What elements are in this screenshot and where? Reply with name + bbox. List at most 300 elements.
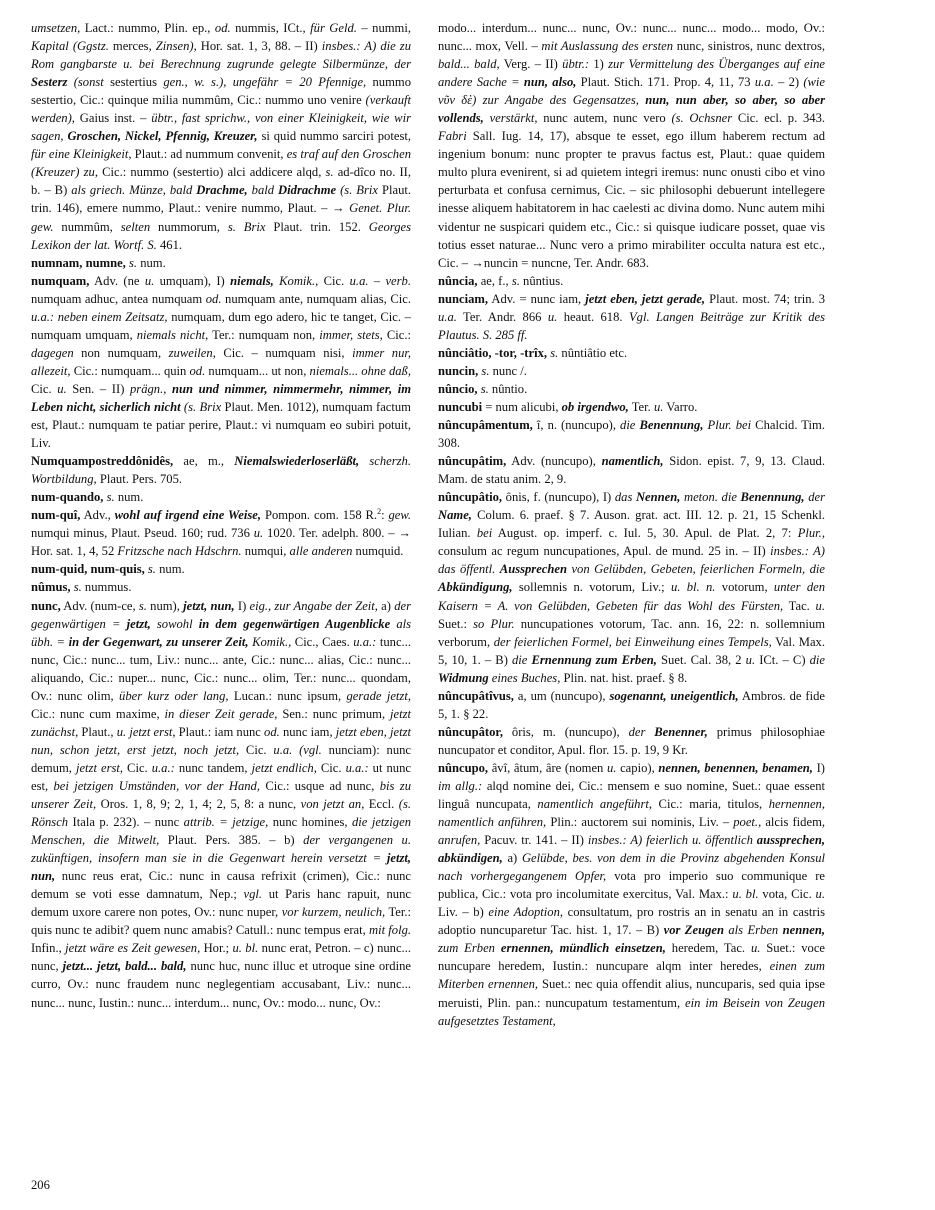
entry-text-run: in dem gegenwärtigen Augenblicke (198, 616, 391, 631)
entry-text-run: a, um (nuncupo), (513, 688, 610, 703)
entry-text-run: u. (253, 526, 264, 541)
entry-text-run: Plur., (797, 526, 825, 541)
entry-text-run: u. bl. n. (671, 580, 716, 595)
entry-text-run: zuweilen, (168, 345, 216, 360)
entry-text-run: nummis, ICt., (230, 21, 311, 35)
entry-text-run: u. (750, 941, 761, 956)
entry-text-run: Hor.; (200, 941, 233, 956)
entry-text-run: u. (57, 381, 67, 396)
dictionary-entry (438, 380, 825, 398)
entry-text-run: insbes.: A) das öffentl. (438, 544, 825, 577)
entry-text-run: (s. Ochsner (671, 111, 733, 126)
entry-text-run: – nummi, (356, 21, 411, 35)
entry-text-run: u.a. (vgl. (273, 742, 322, 757)
entry-text-run: (s. Brix (180, 399, 222, 414)
entry-text-run: mit folg. (368, 923, 412, 938)
entry-text-run: der feierlichen Formel, bei Einweihung eines Tempels, (493, 634, 772, 649)
entry-text-run: scherzh. Wortbildung, (31, 454, 411, 487)
entry-text-run: aussprechen, abkündigen, (438, 833, 825, 866)
entry-text-run: im allg.: (438, 778, 483, 793)
entry-text-run: sowohl (156, 616, 193, 631)
entry-text-run: u.a.: (353, 634, 377, 649)
entry-text-run: zum Erben (438, 941, 495, 956)
entry-text-run: u. (815, 598, 825, 613)
entry-text-run: u.a.: (345, 760, 369, 775)
entry-text-run: nûncio, (438, 381, 478, 396)
entry-text-run: die (809, 652, 826, 667)
entry-text-run: Cic.: usque ad nunc, (259, 778, 380, 793)
entry-text-run: wohl auf irgend eine Weise, (114, 508, 262, 523)
entry-text-run: ad-dîco no. II, b. – B) (31, 165, 412, 198)
entry-text-run: ob irgendwo, (561, 399, 629, 414)
entry-text-run: gen., w. s.), ungefähr = 20 Pfennige, (163, 75, 367, 90)
entry-text-run: s. (480, 381, 489, 396)
entry-text-run: nûntiâtio etc. (558, 345, 628, 360)
entry-text-run: Adv. (num-ce, (60, 598, 139, 613)
entry-text-run: u. (815, 887, 825, 902)
entry-text-run: ônis, f. (nuncupo), I) (502, 490, 615, 505)
entry-text-run: der gegenwärtigen = (31, 598, 411, 631)
entry-text-run: nûncupâtio, (438, 490, 503, 505)
entry-text-run: Cic.: numquam... quin (70, 363, 190, 378)
entry-text-run: ae, f., (477, 273, 512, 288)
entry-text-run: î, n. (nuncupo), (532, 418, 621, 433)
dictionary-entry (31, 488, 411, 506)
entry-text-run: eig., zur Angabe der Zeit, (249, 598, 378, 613)
entry-text-run: der vergangenen u. zukünftigen, insofern man sie in die Gegenwart herein versetzt = (31, 833, 412, 866)
entry-text-run: Sen. – II) (66, 381, 130, 396)
entry-text-run: Infin., (31, 941, 66, 956)
entry-text-run: nunc, sinistros, nunc dextros, (673, 39, 825, 54)
entry-text-run: a) (377, 598, 395, 613)
entry-text-run: Adv., (80, 508, 115, 523)
entry-text-run: u.a.: neben einem Zeitsatz, (31, 309, 168, 324)
entry-text-run: s. Brix (227, 219, 266, 234)
entry-text-run: nûnciâtio, -tor, -trîx, (438, 345, 548, 360)
entry-text-run: jetzt wäre es Zeit gewesen, (65, 941, 201, 956)
entry-text-run: in dieser Zeit gerade, (164, 706, 278, 721)
entry-text-run: bei (476, 526, 493, 541)
entry-text-run: vota, Cic. (758, 887, 816, 902)
entry-text-run: anrufen, (438, 833, 481, 848)
dictionary-entry (438, 19, 825, 272)
entry-text-run: mit Auslassung des ersten (541, 39, 674, 54)
dictionary-entry (438, 362, 825, 380)
entry-text-run: s. (73, 580, 82, 595)
entry-text-run: votorum, (715, 580, 774, 595)
entry-text-run: Plaut.: iam nunc (175, 724, 265, 739)
entry-text-run: 2 (377, 507, 382, 517)
entry-text-run: ae, m., (173, 454, 235, 469)
entry-text-run: Fritzsche nach Hdschrn. (117, 544, 242, 559)
entry-text-run: nûntius. (519, 273, 564, 288)
entry-text-run: nunc erat, Petron. – c) nunc... nunc, (31, 941, 411, 974)
entry-text-run: capio), (616, 760, 659, 775)
entry-text-run: Plaut. Men. 1012), numquam factum est, Plaut.: numquam te patiar perire, Plaut.: vi numquam eo subiri potuit, Liv. (31, 399, 411, 451)
entry-text-run: u. (144, 273, 155, 288)
entry-text-run: 1020. Ter. adelph. 800. – → Hor. sat. 1, 4, 52 (31, 526, 412, 559)
entry-text-run: umquam), I) (154, 273, 231, 288)
entry-text-run: Lact.: nummo, Plin. ep., (80, 21, 215, 35)
entry-text-run: nuncin, (438, 363, 479, 378)
dictionary-entry (438, 398, 825, 416)
entry-text-run: nuncupationes votorum, Tac. ann. 16, 22: n. sollemnium verborum, (438, 616, 825, 649)
entry-text-run: s. (129, 255, 138, 270)
entry-text-run: s. (147, 562, 156, 577)
entry-text-run: u. (653, 399, 664, 414)
entry-text-run: Plaut. trin. 146), emere nummo, Plaut.: venire nummo, Plaut. – → (31, 183, 412, 216)
entry-text-run: heaut. 618. (557, 309, 629, 324)
entry-text-run: numqui, (241, 544, 290, 559)
entry-text-run: num), (146, 598, 184, 613)
entry-text-run: jetzt endlich, (251, 760, 317, 775)
entry-text-run: bald (247, 183, 279, 198)
entry-text-run: I) (812, 760, 825, 775)
entry-text-run: nûncupâtîvus, (438, 688, 514, 703)
entry-text-run: Cic.: nummo (sestertio) alci addicere alqd, (97, 165, 326, 180)
entry-text-run: numquid. (352, 544, 404, 559)
entry-text-run: sollemnis n. votorum, Liv.; (512, 580, 671, 595)
dictionary-entry (31, 506, 411, 560)
entry-text-run: numnam, numne, (31, 255, 126, 270)
entry-text-run: Val. Max. 5, 10, 1. – B) (438, 634, 825, 667)
entry-text-run: Ernennung zum Erben, (531, 652, 657, 667)
entry-text-run: umsetzen, (31, 21, 81, 35)
entry-text-run: nûmus, (31, 580, 71, 595)
entry-text-run: 1) (589, 57, 609, 72)
entry-text-run: als Erben (728, 923, 779, 938)
entry-text-run: Benenner, (654, 724, 708, 739)
entry-text-run: für eine Kleinigkeit, (31, 147, 132, 162)
entry-text-run: Adv. = nunc iam, (488, 291, 586, 306)
entry-text-run: jetzt eben, jetzt nun, schon jetzt, erst jetzt, noch jetzt, (31, 724, 411, 757)
entry-text-run: num-quid, num-quis, (31, 562, 145, 577)
entry-text-run: vor Zeugen (663, 923, 724, 938)
entry-text-run: Plaut. trin. 152. (265, 219, 369, 234)
entry-text-run: namentlich, (601, 454, 664, 469)
entry-text-run: unter den Kaisern = A. von Gelübden, Gebeten für das Wohl des Fürsten, (438, 580, 826, 613)
entry-text-run: Zinsen), (155, 39, 197, 54)
entry-text-run: ut nunc est, (31, 760, 411, 793)
entry-text-run: Sall. Iug. 14, 17), absque te esset, ego illum haberem rectum ad ingenium bonum: nunc propter te pravus factus est, Plaut.: quae quidem multo plura evenirent, si ad quietem integri iremus: nunc onusti cibo et vino perturbata et confusa cernimus, Cic. – sic philosophi debuerunt intellegere inesse aliquem habitatorem in hac caelesti ac divina domo. Nunc autem mihi videntur ne suspicari quidem etc., Cic.: si quisque iudicare posset, quae vis totius esset naturae... Nunc vero a primo mirabiliter occulta natura est etc., Cic. – →nuncin = nuncne, Ter. Andr. 683. (438, 129, 825, 270)
entry-text-run: immer, stets, (319, 327, 383, 342)
dictionary-entry (31, 452, 411, 488)
entry-text-run: (s. Rönsch (31, 797, 411, 830)
entry-text-run: jetzt, nun, (183, 598, 235, 613)
entry-text-run (645, 725, 654, 739)
entry-text-run: als griech. Münze, bald (71, 183, 197, 198)
entry-text-run: Adv. (ne (89, 273, 145, 288)
entry-text-run: Ter. (628, 399, 654, 414)
entry-text-run: alqd nomine dei, Cic.: mensem e suo nomine, Suet.: quae essent linguâ nuncupata, (438, 778, 825, 812)
entry-text-run: primus philosophiae nuncupator et conditor, Apul. flor. 15. p. 19, 9 Kr. (438, 724, 826, 757)
entry-text-run: Pompon. com. 158 R. (261, 508, 378, 523)
entry-text-run: Plaut.: ad nummum convenit, (131, 147, 287, 162)
entry-text-run: num-quî, (31, 508, 81, 523)
entry-text-run: Liv. – b) (438, 905, 489, 920)
entry-text-run: nun, nun aber, so aber, so aber vollends, (438, 93, 825, 126)
entry-text-run: tunc... nunc, Cic.: nunc... tum, Liv.: nunc... ante, Cic.: nunc... alias, Cic.: nunc... aliquando, Cic.: nuper... nunc, Cic.: nunc... olim, Ter.: nunc... quondam, Ov.: nunc olim, (31, 634, 411, 703)
entry-text-run: es traf auf den Groschen (Kreuzer) zu, (31, 147, 411, 180)
entry-text-run: Suet.: voce nuncupare heredem, Iustin.: nuncupare alqm inter heredes, (438, 941, 826, 974)
entry-text-run: nummus. (81, 580, 132, 595)
entry-text-run: der (628, 724, 646, 739)
entry-text-run: : (381, 508, 389, 523)
entry-text-run: numquam, (31, 273, 90, 288)
entry-text-run: vor kurzem, neulich, (281, 905, 386, 920)
entry-text-run: u. (547, 309, 558, 324)
entry-text-run: alle anderen (289, 544, 353, 559)
entry-text-run: consultatum, pro rostris an in senatu an in castris adoptio nuncuparetur Tac. hist. 1, 17. – B) (438, 905, 825, 938)
entry-text-run: der (808, 490, 825, 505)
dictionary-entry (31, 560, 411, 578)
dictionary-entry (438, 687, 825, 723)
entry-text-run: jetzt, nun, (31, 851, 411, 884)
entry-text-run: numquam... ut non, (205, 363, 310, 378)
entry-text-run: = num alicubi, (482, 399, 562, 414)
entry-text-run: zur Vermittelung des Überganges auf eine andere Sache = (438, 57, 825, 90)
entry-text-run: Benennung, (740, 490, 805, 505)
entry-text-run: Cic.: maria, titulos, (652, 797, 769, 812)
entry-text-run: Abkündigung, (438, 580, 513, 595)
entry-text-run: consulum ac regum nuncupationes, Apul. de mund. 25 in. – II) (438, 544, 771, 559)
entry-text-run: selten (120, 219, 151, 234)
entry-text-run: Kapital (Ggstz. (31, 39, 109, 54)
dictionary-entry (31, 597, 411, 1012)
entry-text-run: s. (106, 490, 115, 505)
entry-text-run: bis zu unserer Zeit, (31, 778, 411, 812)
entry-text-run: eines Buches, (491, 670, 561, 685)
entry-text-run: (verkauft werden), (31, 93, 411, 126)
entry-text-run: Suet.: nec quia offendit alius, nuncuparis, sed quia ipse meruisti, Plin. pan.: nuncupatum testamentum, (438, 977, 825, 1010)
entry-text-run: Cic. (316, 760, 346, 775)
entry-text-run: gew. (388, 508, 411, 523)
entry-text-run: u. bl. (232, 941, 259, 956)
entry-text-run: Cic. (318, 273, 350, 288)
entry-text-run: u. jetzt erst, (116, 724, 176, 739)
entry-text-run: jetzt... jetzt, bald... bald, (62, 959, 187, 974)
entry-text-run: Cic., Caes. (291, 634, 354, 649)
entry-text-run: nunc, (31, 598, 61, 613)
entry-text-run: niemals, (230, 273, 274, 288)
entry-text-run: num. (137, 255, 166, 270)
entry-text-run: nûncia, (438, 273, 478, 288)
entry-text-run: nunc tandem, (174, 760, 252, 775)
entry-text-run: nuncubi (438, 399, 483, 414)
dictionary-entry (438, 344, 825, 362)
entry-text-run: Cic. (123, 760, 152, 775)
entry-text-run: in der Gegenwart, zu unserer Zeit, (68, 634, 249, 649)
entry-text-run: von jetzt an, (300, 797, 365, 812)
entry-text-run: Vgl. Langen Beiträge zur Kritik des Plautus. S. 285 ff. (438, 309, 825, 342)
entry-text-run: nummorum, (150, 219, 228, 234)
entry-text-run: Plaut. most. 74; trin. 3 (705, 291, 826, 306)
entry-text-run: sestertius (103, 75, 164, 90)
entry-text-run: s. (138, 598, 147, 613)
entry-text-run: numquam adhuc, antea numquam (31, 291, 206, 306)
entry-text-run: jetzt erst, (75, 760, 124, 775)
entry-text-run: Genet. Plur. gew. (31, 201, 411, 234)
entry-text-run: num. (155, 562, 185, 577)
entry-text-run: Ter. Andr. 866 (456, 309, 548, 324)
entry-text-run: die jetzigen Menschen, die Mitwelt, (31, 815, 411, 848)
dictionary-entry (438, 452, 825, 488)
entry-text-run: u. (607, 760, 617, 775)
entry-text-run: Itala p. 232). – nunc (68, 815, 184, 830)
entry-text-run: nennen, benennen, benamen, (658, 760, 813, 775)
entry-text-run: nunciam, (438, 291, 489, 306)
right-column (438, 19, 825, 1030)
entry-text-run: Cic. (239, 742, 274, 757)
entry-text-run: Plaut., (78, 724, 117, 739)
entry-text-run: Cic. ecl. p. 343. (732, 111, 826, 126)
entry-text-run: (wie νῦν δὲ) zur Angabe des Gegensatzes, (438, 75, 825, 108)
entry-text-run: die (620, 418, 636, 433)
entry-text-run: nunc reus erat, Cic.: nunc in causa refrixit (crimen), Cic.: nunc demum se voti esse damnatum, Nep.; (31, 869, 411, 902)
entry-text-run: u. bl. (732, 887, 759, 902)
entry-text-run: Sen.: nunc primum, (277, 706, 391, 721)
entry-text-run: jetzt zunächst, (31, 706, 412, 739)
entry-text-run: s. (511, 273, 520, 288)
entry-text-run: Ter.: numquam non, (208, 327, 320, 342)
dictionary-entry (31, 272, 411, 452)
entry-text-run: Gelübde, bes. von dem in die Provinz abgehenden Konsul nach vorhergegangenem Opfer, (438, 851, 825, 884)
entry-text-run: merces, (108, 39, 156, 54)
dictionary-entry (31, 19, 411, 254)
entry-text-run: s. (481, 363, 490, 378)
entry-text-run: Sesterz (31, 75, 68, 90)
entry-text-run: u.a. (754, 75, 774, 90)
entry-text-run: Georges Lexikon der lat. Wortf. S. (31, 219, 411, 252)
entry-text-run: u.a. (438, 309, 457, 324)
entry-text-run: Ambros. de fide 5, 1. § 22. (438, 688, 825, 721)
entry-text-run: modo... interdum... nunc... nunc, Ov.: nunc... nunc... modo... modo, Ov.: nunc... mox, Vell. – (438, 21, 825, 54)
entry-text-run: Eccl. (364, 797, 399, 812)
entry-text-run: insbes.: A) die zu Rom gangbarste u. bei Berechnung zugrunde gelegte Silbermünze, der (31, 39, 411, 72)
entry-text-run: Plur. bei (707, 418, 752, 433)
entry-text-run: gerade jetzt, (346, 688, 411, 703)
entry-text-run: s. (550, 345, 559, 360)
entry-text-run: nûncupâtim, (438, 454, 507, 469)
entry-text-run: Plin.: auctorem sui nominis, Liv. – (546, 815, 734, 830)
entry-text-run: Plaut. Pers. 385. – b) (159, 833, 304, 848)
entry-text-run: Cic.: nunc cum maxime, (31, 706, 165, 721)
entry-text-run: nennen, (782, 923, 825, 938)
entry-text-run: Name, (438, 508, 472, 523)
entry-text-run: bei jetzigen Umständen, vor der Hand, (53, 778, 260, 793)
left-column (31, 19, 411, 1012)
entry-text-run: nûntio. (488, 381, 528, 396)
entry-text-run (359, 454, 369, 468)
entry-text-run: num-quando, (31, 490, 104, 505)
entry-text-run: Plaut. Stich. 171. Prop. 4, 11, 73 (576, 75, 755, 90)
entry-text-run: u.a.: (151, 760, 175, 775)
dictionary-entry (438, 416, 825, 452)
entry-text-run: nunc homines, (268, 815, 352, 830)
entry-text-run: Cic. – numquam nisi, (215, 345, 353, 360)
entry-text-run: vgl. (243, 887, 263, 902)
entry-text-run: Verg. – II) (499, 57, 563, 72)
dictionary-entry (438, 272, 825, 290)
entry-text-run: Widmung (438, 670, 489, 685)
entry-text-run: einen zum Miterben ernennen, (438, 959, 825, 992)
entry-text-run: attrib. = jetzige, (183, 815, 269, 830)
entry-text-run: non numquam, (73, 345, 169, 360)
entry-text-run: immer nur, allezeit, (31, 345, 412, 378)
entry-text-run: nummo sestertio, Cic.: quinque milia nummûm, Cic.: nummo uno venire (31, 75, 411, 108)
entry-text-run: das (614, 490, 633, 505)
entry-text-run: Plin. nat. hist. praef. § 8. (560, 670, 688, 685)
entry-text-run: 461. (156, 237, 183, 252)
entry-text-run: Tac. (783, 598, 816, 613)
entry-text-run: namentlich angeführt, (537, 797, 653, 812)
entry-text-run: Varro. (663, 399, 698, 414)
entry-text-run: jetzt eben, jetzt gerade, (585, 291, 706, 306)
entry-text-run: nunc huc, nunc illuc et utroque sine ordine curro, Ov.: nunc fraudem nunc neglegentiam accusabant, Liv.: nunc... nunc... nunc, Iustin.: nunc... interdum... nunc, Ov.: modo... nunc, Ov.: (31, 959, 411, 1010)
entry-text-run: (s. Brix (336, 183, 378, 198)
page-number: 206 (31, 1178, 50, 1192)
entry-text-run: Chalcid. Tim. 308. (438, 418, 825, 451)
entry-text-run: Komik., (252, 634, 292, 649)
entry-text-run: nunc autem, nunc vero (537, 111, 672, 126)
entry-text-run: Ter.: quis nunc te adibit? quem nunc amabis? Catull.: nunc tempus erat, (31, 905, 411, 938)
entry-text-run: nûncupo, (438, 760, 489, 775)
entry-text-run: vota pro imperio suo communique re publica, Cic.: vota pro incolumitate exercitus, Val. Max.: (438, 869, 825, 902)
entry-text-run: nunc iam, (279, 724, 336, 739)
entry-text-run: Gaius inst. – (74, 111, 152, 126)
entry-text-run: Numquampostreddônidês, (31, 454, 174, 469)
entry-text-run: Niemalswiederloserläßt, (234, 454, 360, 469)
entry-text-run: Komik., (279, 273, 319, 288)
entry-text-run: nunc /. (489, 363, 527, 378)
entry-text-run: – 2) (773, 75, 804, 90)
entry-text-run: nun, also, (523, 75, 577, 90)
entry-text-run: num. (114, 490, 144, 505)
entry-text-run: numquam, dum ego adero, hic te tanget, Cic. – numquam umquam, (31, 309, 411, 342)
dictionary-entry (31, 578, 411, 596)
entry-text-run: a) (502, 851, 522, 866)
entry-text-run: insbes.: A) feierlich u. öffentlich (587, 833, 753, 848)
entry-text-run: eine Adoption, (488, 905, 564, 920)
entry-text-run: numquam ante, numquam alias, Cic. (221, 291, 411, 306)
dictionary-entry (438, 759, 825, 1030)
entry-text-run: numqui minus, Plaut. Pseud. 160; rud. 736 (31, 526, 254, 541)
entry-text-run: bald... bald, (438, 57, 500, 72)
entry-text-run: übtr., fast sprichw., von einer Kleinigkeit, wie wir sagen, (31, 111, 411, 144)
entry-text-run: si quid nummo sarciri potest, (257, 129, 411, 144)
entry-text-run: ut Paris hanc rapuit, nunc demum uxore carere non potes, Ov.: nunc nuper, (31, 887, 411, 920)
entry-text-run: nunciam): nunc demum, (31, 742, 411, 775)
dictionary-entry (438, 723, 825, 759)
entry-text-run: od. (205, 291, 222, 306)
entry-text-run: niemals nicht, (136, 327, 209, 342)
entry-text-run: od. (264, 724, 280, 739)
entry-text-run: Sidon. epist. 7, 9, 13. Claud. Mam. de statu anim. 2, 9. (438, 454, 825, 487)
entry-text-run: u.a. – verb. (349, 273, 411, 288)
entry-text-run: ICt. – C) (755, 652, 810, 667)
entry-text-run: Didrachme (278, 183, 337, 198)
entry-text-run: meton. die (684, 490, 737, 505)
entry-text-run: August. op. imperf. c. Iul. 5, 30. Apul. de Plat. 2, 7: (492, 526, 798, 541)
entry-text-run: heredem, Tac. (665, 941, 751, 956)
entry-text-run: Suet.: (438, 616, 474, 631)
entry-text-run: (sonst (67, 75, 104, 90)
entry-text-run: Adv. (nuncupo), (506, 454, 602, 469)
entry-text-run: verstärkt, (489, 111, 538, 126)
entry-text-run: Oros. 1, 8, 9; 2, 1, 4; 2, 5, 8: a nunc, (96, 797, 301, 812)
entry-text-run: Groschen, Nickel, Pfennig, Kreuzer, (67, 129, 258, 144)
entry-text-run: nummûm, (53, 219, 121, 234)
